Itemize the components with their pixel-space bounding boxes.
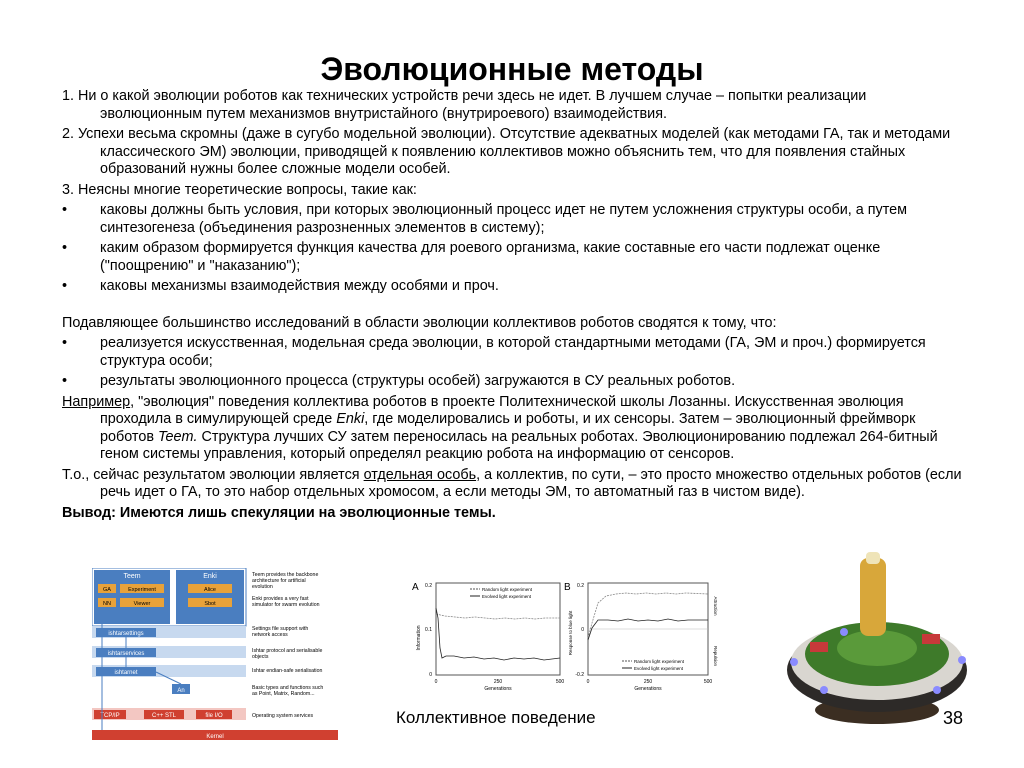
svg-text:ishtarsettings: ishtarsettings (108, 631, 144, 637)
svg-text:Operating system services: Operating system services (252, 713, 314, 719)
svg-text:Ishtar protocol and serialisab: Ishtar protocol and serialisable (252, 648, 323, 654)
svg-text:Kernel: Kernel (206, 734, 224, 740)
svg-text:Generations: Generations (634, 686, 662, 692)
svg-text:Ishtar endian-safe serialisati: Ishtar endian-safe serialisation (252, 668, 323, 674)
bullet-dot-icon: • (62, 373, 68, 389)
svg-text:as Point, Matrix, Random...: as Point, Matrix, Random... (252, 691, 315, 697)
svg-text:Sbot: Sbot (204, 601, 216, 607)
svg-text:0.2: 0.2 (425, 583, 432, 589)
svg-text:A: A (412, 582, 419, 593)
bullet-dot-icon: • (62, 240, 68, 256)
slide-body (62, 88, 962, 525)
bullet-item: • каковы должны быть условия, при которых эволюционный процесс идет не путем усложнения структуры особи, а путем синтезогенеза (объединения разрозненных элементов в систему); (62, 202, 908, 236)
svg-text:ishtarservices: ishtarservices (107, 651, 145, 657)
svg-text:TCP/IP: TCP/IP (100, 713, 120, 719)
svg-text:objects: objects (252, 654, 269, 660)
svg-text:B: B (564, 582, 571, 593)
svg-text:0.1: 0.1 (425, 627, 432, 633)
svg-text:500: 500 (703, 679, 713, 685)
svg-text:GA: GA (103, 587, 111, 593)
svg-text:Response to blue light: Response to blue light (568, 610, 573, 656)
paragraph-1: 1. Ни о какой эволюции роботов как технических устройств речи здесь не идет. В лучшем случае – попытки реализации эволюционным путем механизмов внутристайного (внутрироевого) взаимодействия. (62, 88, 867, 122)
svg-text:Alice: Alice (204, 587, 216, 593)
svg-text:Random light experiment: Random light experiment (482, 587, 533, 592)
example-label: Например (62, 393, 131, 410)
bullet-item: • каким образом формируется функция качества для роевого организма, какие составные его части подлежат оценке ("поощрению" и "наказанию"); (62, 240, 881, 274)
svg-text:Repulsion: Repulsion (713, 645, 718, 667)
bullet-item: • каковы механизмы взаимодействия между особями и проч. (62, 278, 499, 294)
svg-text:Evolved light experiment: Evolved light experiment (634, 666, 684, 671)
svg-text:0: 0 (586, 679, 590, 685)
svg-text:0.2: 0.2 (577, 583, 584, 589)
paragraph-4: Подавляющее большинство исследований в области эволюции коллективов роботов сводятся к тому, что: (62, 314, 777, 331)
footer-caption: Коллективное поведение (396, 708, 596, 727)
svg-text:NN: NN (103, 601, 111, 607)
svg-text:-0.2: -0.2 (575, 672, 584, 678)
svg-text:500: 500 (555, 679, 565, 685)
svg-text:Experiment: Experiment (128, 587, 156, 593)
svg-text:Enki provides a very fast: Enki provides a very fast (252, 596, 309, 602)
svg-text:0: 0 (434, 679, 438, 685)
paragraph-2: 2. Успехи весьма скромны (даже в сугубо модельной эволюции). Отсутствие адекватных моделей (как методами ГА, так и методами классического ЭМ) эволюции, приводящей к появлению коллективов можно объяснить тем, что для появления стайных образований нужны более сложные модели особей. (62, 126, 951, 177)
svg-text:architecture for artificial: architecture for artificial (252, 578, 306, 584)
bullet-item: • результаты эволюционного процесса (структуры особей) загружаются в СУ реальных роботов. (62, 373, 736, 389)
svg-text:250: 250 (493, 679, 503, 685)
bullet-item: • реализуется искусственная, модельная среда эволюции, в которой стандартными методами (ГА, ЭМ и проч.) формируется структура особи; (62, 335, 926, 369)
svg-text:Information: Information (416, 625, 422, 651)
svg-text:Basic types and functions such: Basic types and functions such (252, 685, 324, 691)
svg-text:network access: network access (252, 632, 288, 638)
svg-text:ishtarnet: ishtarnet (114, 670, 138, 676)
svg-text:Teem: Teem (123, 573, 141, 580)
svg-text:Settings file support with: Settings file support with (252, 626, 309, 632)
svg-text:Enki: Enki (203, 573, 217, 580)
svg-text:250: 250 (643, 679, 653, 685)
graph-b (562, 578, 722, 693)
page-number: 38 (943, 708, 964, 728)
bullet-dot-icon: • (62, 335, 68, 351)
svg-text:file I/O: file I/O (205, 713, 223, 719)
svg-text:C++ STL: C++ STL (151, 713, 177, 719)
svg-text:Viewer: Viewer (133, 601, 151, 607)
bullet-dot-icon: • (62, 278, 68, 294)
svg-text:0: 0 (581, 627, 584, 633)
svg-text:Generations: Generations (484, 686, 512, 692)
svg-text:Teem provides the backbone: Teem provides the backbone (252, 572, 319, 578)
paragraph-3: 3. Неясны многие теоретические вопросы, такие как: (62, 181, 417, 198)
example-paragraph: Например, "эволюция" поведения коллектива роботов в проекте Политехнической школы Лозанны. Искусственная эволюция проходила в симулирующей среде Enki, где моделировались и роботы, и их сенсоры. Затем – эволюционный фреймворк роботов Teem. Структура лучших СУ затем переносилась на реальных роботах. Эволюционированию подлежал 264-битный геном системы управления, который определял реакцию робота на информацию от сенсоров. (62, 393, 938, 462)
graph-a (410, 578, 565, 693)
svg-text:simulator for swarm evolution: simulator for swarm evolution (252, 602, 320, 608)
svg-text:evolution: evolution (252, 584, 273, 590)
svg-text:Attraction: Attraction (713, 596, 718, 616)
svg-text:Random light experiment: Random light experiment (634, 659, 685, 664)
robot-photo (772, 550, 997, 730)
slide-title: Эволюционные методы (320, 51, 704, 87)
svg-text:0: 0 (429, 672, 432, 678)
bullet-dot-icon: • (62, 202, 68, 218)
conclusion: Вывод: Имеются лишь спекуляции на эволюционные темы. (62, 504, 496, 521)
summary-paragraph: Т.о., сейчас результатом эволюции является отдельная особь, а коллектив, по сути, – это просто множество отдельных роботов (если речь идет о ГА, то это набор отдельных хромосом, а если методы ЭМ, то автоматный газ в чистом виде). (62, 466, 962, 500)
svg-text:An: An (177, 688, 185, 694)
architecture-diagram (92, 568, 348, 744)
svg-text:Evolved light experiment: Evolved light experiment (482, 594, 532, 599)
